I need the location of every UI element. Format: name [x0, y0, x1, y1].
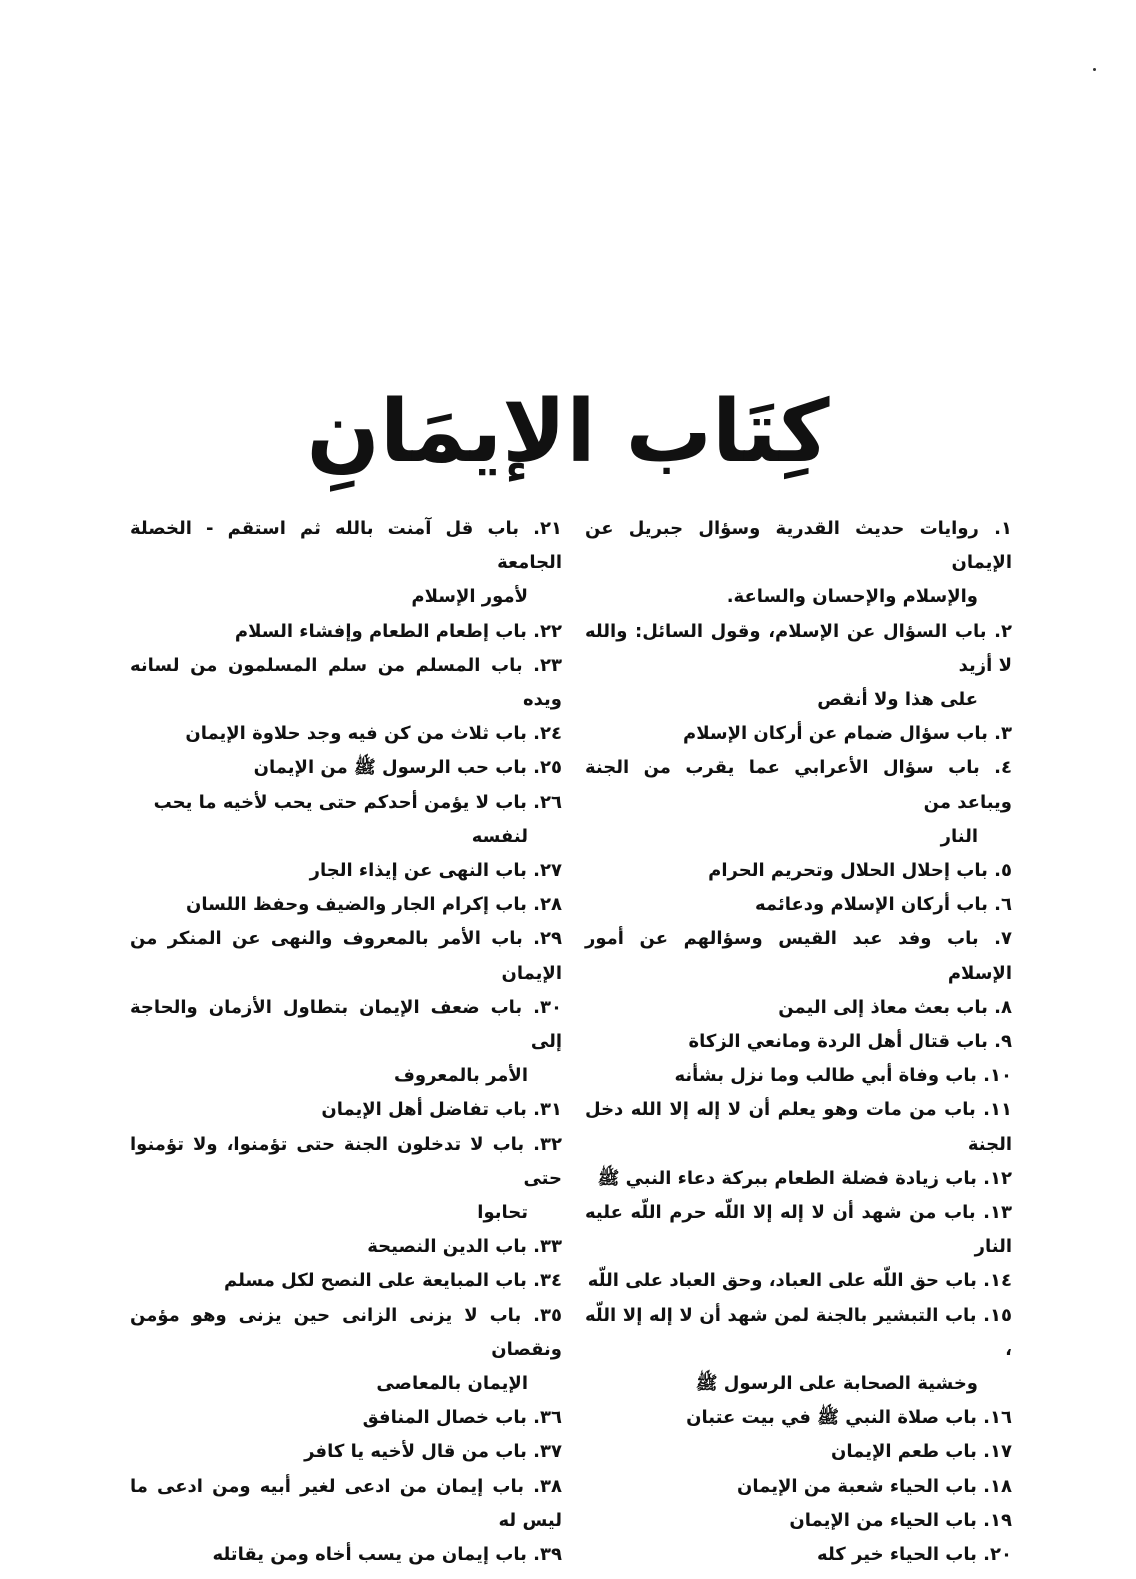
- toc-entry: [130, 1299, 562, 1402]
- toc-entry-text: ١٨. باب الحياء شعبة من الإيمان: [737, 1475, 1012, 1497]
- toc-entry: [130, 1128, 562, 1231]
- toc-entry: [585, 1264, 1012, 1298]
- toc-entry-text: ١٢. باب زيادة فضلة الطعام ببركة دعاء النبي ﷺ: [597, 1167, 1012, 1189]
- toc-entry-text: ١٦. باب صلاة النبي ﷺ في بيت عتبان: [686, 1407, 1012, 1429]
- toc-entry: [585, 991, 1012, 1025]
- toc-entry-text: ٣٩. باب إيمان من يسب أخاه ومن يقاتله: [212, 1544, 562, 1566]
- toc-entry-text: ٢٢. باب إطعام الطعام وإفشاء السلام: [234, 620, 562, 642]
- toc-entry: [130, 751, 562, 785]
- toc-entry-text: ١٤. باب حق اللّه على العباد، وحق العباد على اللّه: [587, 1270, 1012, 1292]
- toc-entry: [585, 717, 1012, 751]
- toc-entry: [585, 1504, 1012, 1538]
- toc-entry: [585, 854, 1012, 888]
- toc-entry: [585, 1196, 1012, 1264]
- toc-entry-text: ٢. باب السؤال عن الإسلام، وقول السائل: والله لا أزيد: [585, 620, 1012, 676]
- toc-entry-continuation: الأمر بالمعروف: [394, 1065, 528, 1087]
- page-title: كِتَاب الإيمَانِ: [306, 382, 830, 482]
- toc-entry-text: ٣٨. باب إيمان من ادعى لغير أبيه ومن ادعى ما ليس له: [130, 1475, 562, 1531]
- toc-entry-text: ٢٧. باب النهى عن إيذاء الجار: [309, 860, 562, 882]
- toc-entry-text: ٣٢. باب لا تدخلون الجنة حتى تؤمنوا، ولا تؤمنوا حتى: [130, 1133, 562, 1189]
- toc-entry: [585, 922, 1012, 990]
- toc-entry-text: ١. روايات حديث القدرية وسؤال جبريل عن الإيمان: [585, 518, 1012, 574]
- toc-entry: [585, 1299, 1012, 1402]
- toc-entry: [585, 512, 1012, 615]
- toc-entry: [130, 991, 562, 1094]
- toc-entry-text: ٥. باب إحلال الحلال وتحريم الحرام: [708, 860, 1012, 882]
- toc-entry: [130, 615, 562, 649]
- toc-entry-text: ٣. باب سؤال ضمام عن أركان الإسلام: [683, 723, 1012, 745]
- toc-entry: [585, 1093, 1012, 1161]
- toc-entry: [130, 786, 562, 854]
- toc-entry: [130, 1401, 562, 1435]
- toc-entry-text: ٩. باب قتال أهل الردة ومانعي الزكاة: [688, 1031, 1012, 1053]
- toc-right-column: [585, 512, 1012, 1572]
- toc-entry-text: ١١. باب من مات وهو يعلم أن لا إله إلا الله دخل الجنة: [585, 1099, 1012, 1155]
- toc-entry: [585, 1435, 1012, 1469]
- toc-entry-text: ٢٩. باب الأمر بالمعروف والنهى عن المنكر من الإيمان: [130, 928, 562, 984]
- toc-entry-text: ٣٥. باب لا يزنى الزانى حين يزنى وهو مؤمن ونقصان: [130, 1304, 562, 1360]
- toc-entry-text: ١٠. باب وفاة أبي طالب وما نزل بشأنه: [674, 1065, 1012, 1087]
- toc-entry: [130, 888, 562, 922]
- toc-left-column: [130, 512, 562, 1572]
- toc-entry: [585, 1059, 1012, 1093]
- toc-entry-continuation: والإسلام والإحسان والساعة.: [726, 586, 978, 608]
- toc-entry: [130, 1264, 562, 1298]
- toc-entry: [585, 1025, 1012, 1059]
- toc-entry: [585, 615, 1012, 718]
- toc-entry: [130, 1470, 562, 1538]
- toc-entry-text: ٨. باب بعث معاذ إلى اليمن: [778, 996, 1012, 1018]
- toc-entry-text: ٣١. باب تفاضل أهل الإيمان: [321, 1099, 562, 1121]
- toc-entry: [130, 717, 562, 751]
- toc-entry-text: ٢٠. باب الحياء خير كله: [817, 1544, 1012, 1566]
- toc-entry-text: ٢٨. باب إكرام الجار والضيف وحفظ اللسان: [186, 894, 562, 916]
- toc-entry: [585, 1162, 1012, 1196]
- toc-entry-text: ٣٣. باب الدين النصيحة: [367, 1236, 562, 1258]
- toc-entry-text: ٣٤. باب المبايعة على النصح لكل مسلم: [223, 1270, 562, 1292]
- toc-entry: [585, 888, 1012, 922]
- toc-entry: [130, 1538, 562, 1572]
- toc-entry-continuation: على هذا ولا أنقص: [817, 689, 978, 711]
- toc-entry-text: ٢٦. باب لا يؤمن أحدكم حتى يحب لأخيه ما يحب: [153, 791, 562, 813]
- toc-entry-text: ٢٤. باب ثلاث من كن فيه وجد حلاوة الإيمان: [185, 723, 562, 745]
- toc-entry: [130, 1230, 562, 1264]
- toc-entry-text: ١٩. باب الحياء من الإيمان: [789, 1509, 1012, 1531]
- toc-entry-continuation: تحابوا: [477, 1202, 528, 1224]
- toc-entry-text: ٦. باب أركان الإسلام ودعائمه: [755, 894, 1012, 916]
- toc-entry-text: ١٣. باب من شهد أن لا إله إلا اللّه حرم اللّه عليه النار: [585, 1202, 1012, 1258]
- toc-entry: [130, 854, 562, 888]
- toc-entry: [130, 1435, 562, 1469]
- toc-entry-text: ٤. باب سؤال الأعرابي عما يقرب من الجنة ويباعد من: [585, 757, 1012, 813]
- toc-entry: [585, 1401, 1012, 1435]
- toc-entry: [130, 1093, 562, 1127]
- toc-entry: [585, 1470, 1012, 1504]
- toc-entry: [585, 751, 1012, 854]
- toc-entry: [130, 512, 562, 615]
- toc-entry: [585, 1538, 1012, 1572]
- toc-entry: [130, 649, 562, 717]
- toc-entry-continuation: لنفسه: [471, 825, 528, 847]
- toc-entry-text: ٣٧. باب من قال لأخيه يا كافر: [304, 1441, 562, 1463]
- toc-entry-text: ٢٣. باب المسلم من سلم المسلمون من لسانه ويده: [130, 654, 562, 711]
- toc-entry-text: ٣٦. باب خصال المنافق: [362, 1407, 562, 1429]
- toc-entry-continuation: النار: [940, 825, 978, 847]
- toc-entry-text: ٧. باب وفد عبد القيس وسؤالهم عن أمور الإسلام: [585, 928, 1012, 984]
- toc-entry-text: ١٥. باب التبشير بالجنة لمن شهد أن لا إله إلا اللّه ،: [585, 1304, 1012, 1360]
- toc-entry-continuation: وخشية الصحابة على الرسول ﷺ: [695, 1373, 978, 1395]
- toc-entry-continuation: لأمور الإسلام: [411, 586, 528, 608]
- toc-entry: [130, 922, 562, 990]
- toc-entry-text: ٢٥. باب حب الرسول ﷺ من الإيمان: [253, 757, 562, 779]
- toc-entry-continuation: الإيمان بالمعاصى: [376, 1373, 528, 1395]
- toc-entry-text: ٢١. باب قل آمنت بالله ثم استقم - الخصلة الجامعة: [130, 518, 562, 574]
- toc-entry-text: ٣٠. باب ضعف الإيمان بتطاول الأزمان والحاجة إلى: [130, 996, 562, 1053]
- page-speck: [1093, 68, 1096, 71]
- toc-entry-text: ١٧. باب طعم الإيمان: [831, 1441, 1012, 1463]
